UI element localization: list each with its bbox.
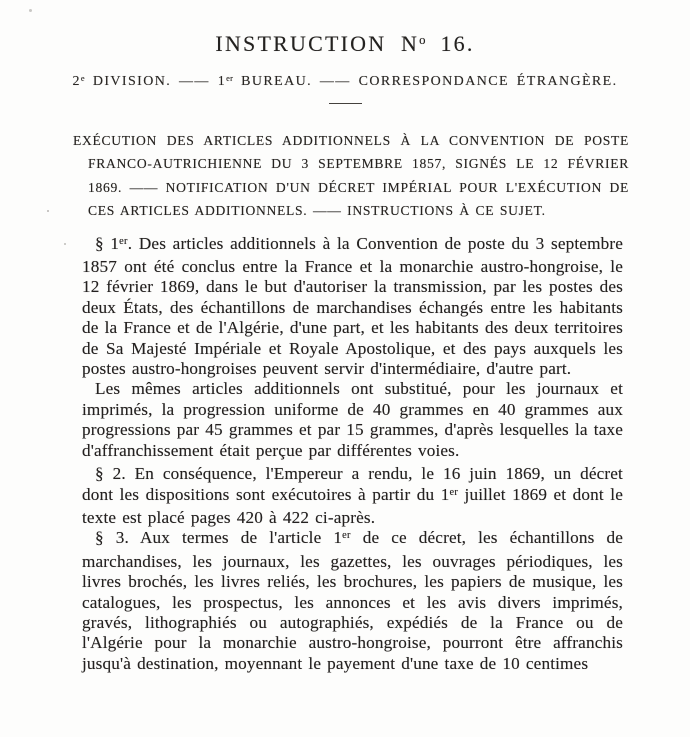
subtitle-text: DIVISION. —— 1 [84,74,227,89]
paragraph-text: § 1 [95,233,120,253]
body-paragraph [82,379,623,464]
paragraph-superscript: er [119,235,128,247]
document-subtitle [0,74,690,90]
paragraph-text: de ce décret, les échantillons de marchandises, les journaux, les gazettes, les ouvrages périodiques, les livres brochés, les livres reliés, les brochures, les papiers de musique, les catalogues, les prospectus, les annonces et les avis divers imprimés, gravés, lithographiés ou autographiés, expédiés de la France ou de l'Algérie pour la monarchie austro-hongroise, pourront être affranchis jusqu'à destination, moyennant le payement d'une taxe de 10 centimes [82,528,623,673]
title-superscript: o [419,32,426,47]
paragraph-text: juillet 1869 et dont le texte est placé pages 420 à 422 ci-après. [82,484,623,527]
header-divider [329,103,362,104]
subtitle-superscript: er [226,73,234,83]
body-paragraph [82,234,623,380]
subtitle-superscript: e [80,73,85,83]
title-number: 16. [425,31,475,56]
paragraph-text: Les mêmes articles additionnels ont substitué, pour les journaux et imprimés, la progression uniforme de 40 grammes en 40 grammes aux progressions par 45 grammes et par 15 grammes, d'après lesquelles la taxe d'affranchissement était perçue par différentes voies. [82,379,623,460]
subtitle-text: 2 [72,74,81,89]
title-text: INSTRUCTION N [215,31,420,56]
subtitle-text: BUREAU. —— CORRESPONDANCE ÉTRANGÈRE. [233,74,618,89]
paragraph-text: § 2. En conséquence, l'Empereur a rendu, le 16 juin 1869, un décret dont les dispositions sont exécutoires à partir du 1 [82,464,623,504]
scan-speck [29,9,32,12]
paragraph-superscript: er [449,486,459,498]
paragraph-superscript: er [342,530,351,542]
body-paragraph [82,464,623,528]
document-body [82,234,623,675]
scan-speck [64,243,66,245]
scan-speck [47,210,49,212]
subject-summary: EXÉCUTION DES ARTICLES ADDITIONNELS À LA CONVENTION DE POSTE FRANCO-AUTRICHIENNE DU 3 SEPTEMBRE 1857, SIGNÉS LE 12 FÉVRIER 1869. —— NOTIFICATION D'UN DÉCRET IMPÉRIAL POUR L'EXÉCUTION DE CES ARTICLES ADDITIONNELS. —— INSTRUCTIONS À CE SUJET. [73,133,629,219]
document-title [0,0,690,57]
body-paragraph [82,528,623,674]
paragraph-text: § 3. Aux termes de l'article 1 [95,528,343,548]
paragraph-text: . Des articles additionnels à la Convention de poste du 3 septembre 1857 ont été conclus entre la France et la monarchie austro-hongroise, le 12 février 1869, dans le but d'autoriser la transmission, par les postes des deux États, des échantillons de marchandises échangés entre les habitants de la France et de l'Algérie, d'une part, et les habitants des deux territoires de Sa Majesté Impériale et Royale Apostolique, et des pays auxquels les postes austro-hongroises peuvent servir d'intermédiaire, d'autre part. [82,233,624,379]
